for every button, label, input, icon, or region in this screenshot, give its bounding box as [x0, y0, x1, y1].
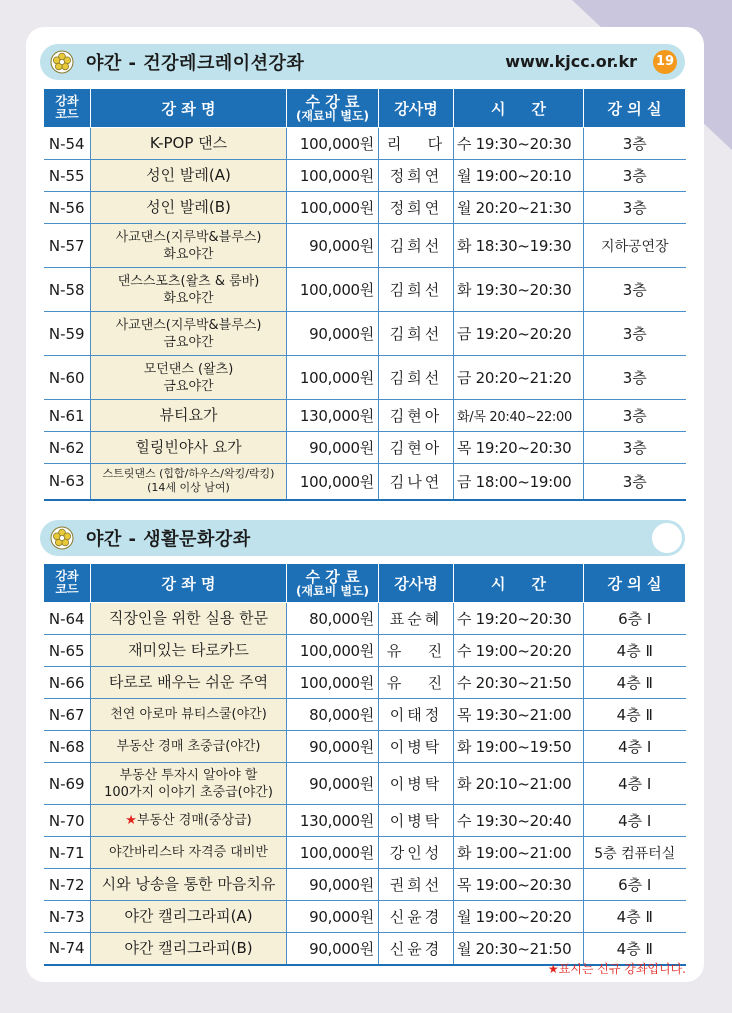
classroom: 6층 Ⅰ	[584, 603, 686, 635]
course-name-line1: 시와 낭송을 통한 마음치유	[101, 875, 276, 893]
classroom: 지하공연장	[584, 224, 686, 268]
header-fee: 수 강 료 (재료비 별도)	[287, 564, 379, 603]
table-row	[44, 763, 686, 805]
course-name-line2: 화요야간	[163, 246, 214, 262]
course-fee: 100,000원	[287, 635, 379, 667]
course-name-line1: 야간 캘리그라피(A)	[124, 907, 253, 925]
instructor-name: 권희선	[379, 869, 454, 901]
instructor-name: 김나연	[379, 464, 454, 500]
class-time: 목 19:30~21:00	[454, 699, 584, 731]
course-code: N-59	[44, 312, 91, 356]
section1-table	[43, 88, 686, 501]
course-code: N-65	[44, 635, 91, 667]
course-fee: 100,000원	[287, 128, 379, 160]
course-name-line1: 야간 캘리그라피(B)	[124, 938, 253, 957]
course-code: N-66	[44, 667, 91, 699]
course-code: N-64	[44, 603, 91, 635]
course-fee: 100,000원	[287, 268, 379, 312]
course-name	[91, 128, 287, 160]
course-fee: 90,000원	[287, 933, 379, 965]
schedule-card	[26, 27, 704, 982]
course-name-line1: 뷰티요가	[159, 406, 218, 424]
course-code: N-55	[44, 160, 91, 192]
section2-banner	[40, 520, 685, 556]
course-fee: 100,000원	[287, 667, 379, 699]
table-row	[44, 837, 686, 869]
class-time: 목 19:20~20:30	[454, 432, 584, 464]
table-row	[44, 731, 686, 763]
table-row	[44, 224, 686, 268]
class-time: 금 18:00~19:00	[454, 464, 584, 500]
instructor-name: 이병탁	[379, 731, 454, 763]
class-time: 화 19:30~20:30	[454, 268, 584, 312]
classroom: 4층 Ⅱ	[584, 667, 686, 699]
section2-table	[43, 563, 686, 966]
course-name	[91, 312, 287, 356]
class-time: 월 19:00~20:10	[454, 160, 584, 192]
class-time: 수 19:20~20:30	[454, 603, 584, 635]
section1-title: 야간 - 건강레크레이션강좌	[86, 53, 305, 74]
course-fee: 100,000원	[287, 464, 379, 500]
course-code: N-62	[44, 432, 91, 464]
class-time: 월 20:30~21:50	[454, 933, 584, 965]
instructor-name: 유 진	[379, 635, 454, 667]
table-row	[44, 128, 686, 160]
new-course-footnote: ★표시는 신규 강좌입니다.	[547, 962, 686, 976]
header-code: 강좌 코드	[44, 89, 91, 128]
course-name-line1: 사교댄스(지루박&블루스)	[115, 317, 262, 333]
course-code: N-70	[44, 805, 91, 837]
course-name-line2: 100가지 이야기 초중급(야간)	[104, 784, 273, 800]
course-name-line1: 스트릿댄스 (힙합/하우스/왁킹/락킹)	[102, 467, 275, 481]
course-name-line2: 금요야간	[163, 334, 214, 350]
course-name-line1: 부동산 투자시 알아야 할	[119, 767, 258, 783]
classroom: 4층 Ⅱ	[584, 901, 686, 933]
section1-banner	[40, 44, 685, 80]
course-fee: 130,000원	[287, 400, 379, 432]
class-time: 수 19:00~20:20	[454, 635, 584, 667]
course-fee: 100,000원	[287, 192, 379, 224]
course-name-line1: 모던댄스 (왈츠)	[143, 361, 234, 377]
course-fee: 90,000원	[287, 763, 379, 805]
classroom: 4층 Ⅰ	[584, 763, 686, 805]
instructor-name: 신윤경	[379, 901, 454, 933]
course-fee: 90,000원	[287, 901, 379, 933]
course-name	[91, 901, 287, 933]
course-name-line1: 성인 발레(A)	[146, 166, 231, 184]
table-row	[44, 160, 686, 192]
classroom: 5층 컴퓨터실	[584, 837, 686, 869]
course-name-line1: 부동산 경매(중상급)	[136, 813, 252, 828]
class-time: 금 19:20~20:20	[454, 312, 584, 356]
course-name	[91, 699, 287, 731]
course-name	[91, 192, 287, 224]
course-code: N-57	[44, 224, 91, 268]
instructor-name: 이태정	[379, 699, 454, 731]
instructor-name: 강인성	[379, 837, 454, 869]
instructor-name: 신윤경	[379, 933, 454, 965]
classroom: 3층	[584, 464, 686, 500]
course-fee: 100,000원	[287, 160, 379, 192]
class-time: 목 19:00~20:30	[454, 869, 584, 901]
course-name	[91, 731, 287, 763]
course-name-line1: 댄스스포츠(왈츠 & 룸바)	[117, 273, 260, 289]
class-time: 화 19:00~21:00	[454, 837, 584, 869]
course-code: N-60	[44, 356, 91, 400]
table-header-row	[44, 564, 686, 603]
classroom: 4층 Ⅰ	[584, 731, 686, 763]
class-time: 월 20:20~21:30	[454, 192, 584, 224]
course-code: N-72	[44, 869, 91, 901]
course-code: N-74	[44, 933, 91, 965]
course-name-line1: 부동산 경매 초중급(야간)	[116, 739, 261, 754]
course-code: N-71	[44, 837, 91, 869]
class-time: 수 19:30~20:30	[454, 128, 584, 160]
course-name-line1: 야간바리스타 자격증 대비반	[109, 845, 268, 860]
course-name-line1: 천연 아로마 뷰티스쿨(야간)	[110, 707, 267, 722]
course-fee: 90,000원	[287, 312, 379, 356]
classroom: 3층	[584, 268, 686, 312]
course-name	[91, 933, 287, 965]
website-url: www.kjcc.or.kr	[505, 52, 637, 71]
classroom: 3층	[584, 192, 686, 224]
class-time: 화/목 20:40~22:00	[454, 400, 584, 432]
table-row	[44, 805, 686, 837]
new-course-star-icon: ★	[125, 813, 137, 828]
course-name	[91, 432, 287, 464]
classroom: 3층	[584, 160, 686, 192]
course-name	[91, 224, 287, 268]
header-name: 강 좌 명	[91, 564, 287, 603]
course-name	[91, 837, 287, 869]
class-time: 화 18:30~19:30	[454, 224, 584, 268]
table-row	[44, 699, 686, 731]
table-row	[44, 192, 686, 224]
banner-endcap	[652, 523, 682, 553]
flower-icon	[50, 526, 74, 550]
course-name-line1: 직장인을 위한 실용 한문	[108, 609, 269, 627]
table-row	[44, 901, 686, 933]
course-name	[91, 268, 287, 312]
table-row	[44, 667, 686, 699]
course-fee: 80,000원	[287, 603, 379, 635]
table-row	[44, 356, 686, 400]
course-name	[91, 464, 287, 500]
course-name	[91, 160, 287, 192]
instructor-name: 김희선	[379, 356, 454, 400]
table-row	[44, 869, 686, 901]
class-time: 수 20:30~21:50	[454, 667, 584, 699]
course-fee: 90,000원	[287, 731, 379, 763]
course-code: N-61	[44, 400, 91, 432]
course-name-line1: 힐링빈야사 요가	[135, 438, 242, 456]
course-name	[91, 805, 287, 837]
course-fee: 90,000원	[287, 432, 379, 464]
course-name-line1: K-POP 댄스	[149, 134, 228, 152]
course-name	[91, 869, 287, 901]
course-code: N-58	[44, 268, 91, 312]
classroom: 4층 Ⅱ	[584, 635, 686, 667]
table-row	[44, 432, 686, 464]
header-instructor: 강사명	[379, 564, 454, 603]
table-row	[44, 603, 686, 635]
table-row	[44, 635, 686, 667]
instructor-name: 김현아	[379, 400, 454, 432]
course-name-line1: 성인 발레(B)	[146, 198, 231, 216]
section2-title: 야간 - 생활문화강좌	[86, 529, 251, 550]
course-code: N-54	[44, 128, 91, 160]
header-room: 강 의 실	[584, 89, 686, 128]
table-header-row	[44, 89, 686, 128]
classroom: 4층 Ⅱ	[584, 699, 686, 731]
course-name	[91, 667, 287, 699]
page-number-badge: 19	[653, 50, 677, 74]
header-time: 시 간	[454, 564, 584, 603]
course-name-line1: 타로로 배우는 쉬운 주역	[108, 673, 269, 691]
instructor-name: 유 진	[379, 667, 454, 699]
instructor-name: 표순혜	[379, 603, 454, 635]
course-fee: 90,000원	[287, 869, 379, 901]
instructor-name: 김희선	[379, 224, 454, 268]
classroom: 4층 Ⅱ	[584, 933, 686, 965]
header-time: 시 간	[454, 89, 584, 128]
course-code: N-73	[44, 901, 91, 933]
class-time: 화 20:10~21:00	[454, 763, 584, 805]
classroom: 6층 Ⅰ	[584, 869, 686, 901]
course-code: N-69	[44, 763, 91, 805]
classroom: 4층 Ⅰ	[584, 805, 686, 837]
instructor-name: 정희연	[379, 192, 454, 224]
course-name-line2: (14세 이상 남여)	[147, 481, 230, 495]
header-name: 강 좌 명	[91, 89, 287, 128]
course-name	[91, 635, 287, 667]
course-fee: 130,000원	[287, 805, 379, 837]
flower-icon	[50, 50, 74, 74]
course-code: N-67	[44, 699, 91, 731]
instructor-name: 이병탁	[379, 805, 454, 837]
classroom: 3층	[584, 312, 686, 356]
instructor-name: 정희연	[379, 160, 454, 192]
classroom: 3층	[584, 400, 686, 432]
course-name-line2: 금요야간	[163, 378, 214, 394]
instructor-name: 김희선	[379, 268, 454, 312]
instructor-name: 리 다	[379, 128, 454, 160]
classroom: 3층	[584, 356, 686, 400]
instructor-name: 이병탁	[379, 763, 454, 805]
class-time: 금 20:20~21:20	[454, 356, 584, 400]
class-time: 수 19:30~20:40	[454, 805, 584, 837]
course-fee: 100,000원	[287, 356, 379, 400]
header-room: 강 의 실	[584, 564, 686, 603]
table-row	[44, 268, 686, 312]
class-time: 화 19:00~19:50	[454, 731, 584, 763]
course-name	[91, 356, 287, 400]
classroom: 3층	[584, 128, 686, 160]
header-instructor: 강사명	[379, 89, 454, 128]
course-name	[91, 603, 287, 635]
class-time: 월 19:00~20:20	[454, 901, 584, 933]
instructor-name: 김현아	[379, 432, 454, 464]
course-name	[91, 763, 287, 805]
course-name-line1: 사교댄스(지루박&블루스)	[115, 229, 262, 245]
classroom: 3층	[584, 432, 686, 464]
table-row	[44, 312, 686, 356]
table-row	[44, 400, 686, 432]
course-fee: 90,000원	[287, 224, 379, 268]
course-name-line2: 화요야간	[163, 290, 214, 306]
instructor-name: 김희선	[379, 312, 454, 356]
header-fee: 수 강 료 (재료비 별도)	[287, 89, 379, 128]
header-code: 강좌 코드	[44, 564, 91, 603]
course-fee: 80,000원	[287, 699, 379, 731]
course-code: N-68	[44, 731, 91, 763]
course-name-line1: 재미있는 타로카드	[128, 641, 249, 659]
course-fee: 100,000원	[287, 837, 379, 869]
course-name	[91, 400, 287, 432]
table-row	[44, 464, 686, 500]
course-code: N-63	[44, 464, 91, 500]
course-code: N-56	[44, 192, 91, 224]
